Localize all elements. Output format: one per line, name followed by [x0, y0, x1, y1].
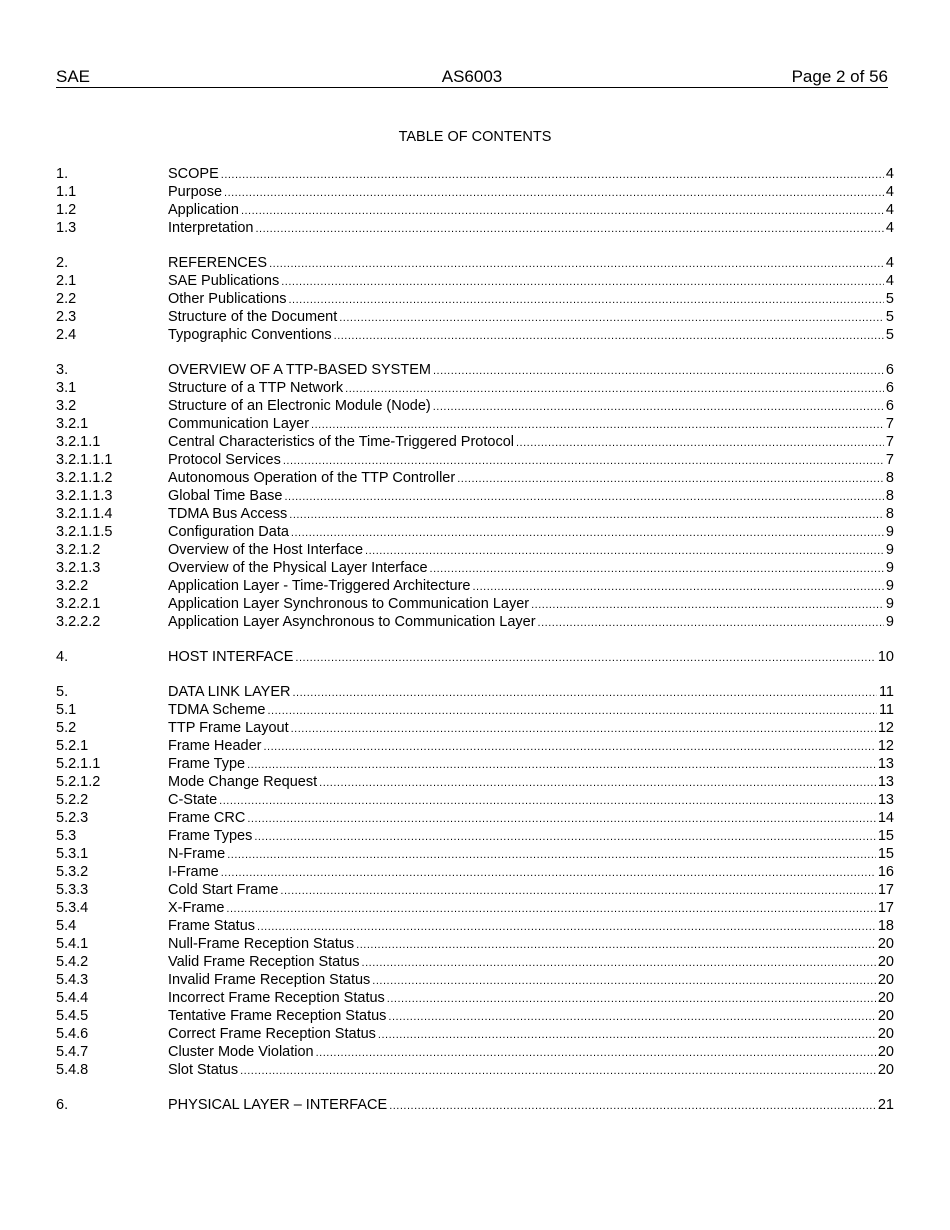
toc-entry-number: 5.2.1.2 — [56, 774, 101, 790]
dot-leader — [284, 488, 883, 506]
toc-entry-page: 13 — [877, 792, 894, 808]
toc-entry-number: 3.2.1.1.1 — [56, 452, 113, 468]
toc-entry-title: N-Frame — [168, 846, 226, 862]
toc-entry[interactable] — [56, 917, 894, 935]
toc-entry[interactable] — [56, 1043, 894, 1061]
toc-entry-title: Frame CRC — [168, 810, 246, 826]
dot-leader — [240, 1062, 876, 1080]
toc-entry-title: Autonomous Operation of the TTP Controller — [168, 470, 456, 486]
toc-entry-page: 14 — [877, 810, 894, 826]
toc-entry-page: 20 — [877, 954, 894, 970]
dot-leader — [283, 452, 884, 470]
toc-entry-number: 3. — [56, 362, 69, 378]
toc-entry[interactable] — [56, 505, 894, 523]
toc-entry-page: 5 — [885, 327, 894, 343]
dot-leader — [372, 972, 876, 990]
toc-entry-page: 6 — [885, 398, 894, 414]
toc-entry-number: 5.4.8 — [56, 1062, 89, 1078]
dot-leader — [433, 362, 884, 380]
toc-entry-page: 8 — [885, 488, 894, 504]
toc-entry[interactable] — [56, 773, 894, 791]
toc-entry-title: Communication Layer — [168, 416, 310, 432]
dot-leader — [291, 720, 876, 738]
toc-entry[interactable] — [56, 165, 894, 183]
toc-entry[interactable] — [56, 379, 894, 397]
dot-leader — [241, 202, 884, 220]
toc-entry[interactable] — [56, 272, 894, 290]
toc-entry-number: 3.2 — [56, 398, 77, 414]
toc-entry-number: 5.4.4 — [56, 990, 89, 1006]
toc-entry-page: 12 — [877, 720, 894, 736]
dot-leader — [224, 184, 884, 202]
dot-leader — [389, 1097, 876, 1115]
toc-entry[interactable] — [56, 541, 894, 559]
toc-entry-title: Application — [168, 202, 239, 218]
toc-entry[interactable] — [56, 523, 894, 541]
toc-entry-page: 20 — [877, 990, 894, 1006]
toc-entry-page: 20 — [877, 1062, 894, 1078]
dot-leader — [288, 291, 883, 309]
toc-entry-title: Interpretation — [168, 220, 254, 236]
toc-title: TABLE OF CONTENTS — [398, 129, 552, 145]
toc-entry-page: 20 — [877, 936, 894, 952]
toc-entry[interactable] — [56, 701, 894, 719]
toc-entry-page: 13 — [877, 756, 894, 772]
toc-entry[interactable] — [56, 613, 894, 631]
toc-entry-page: 9 — [885, 614, 894, 630]
dot-leader — [387, 990, 876, 1008]
toc-entry-page: 7 — [885, 452, 894, 468]
toc-entry-title: Typographic Conventions — [168, 327, 332, 343]
toc-entry-page: 11 — [878, 702, 894, 718]
toc-entry-number: 3.2.1.2 — [56, 542, 101, 558]
toc-entry-number: 5.3 — [56, 828, 77, 844]
toc-entry-title: Purpose — [168, 184, 223, 200]
toc-entry-title: Application Layer Synchronous to Communication Layer — [168, 596, 530, 612]
toc-entry-title: SCOPE — [168, 166, 219, 182]
toc-entry[interactable] — [56, 254, 894, 272]
toc-entry-page: 8 — [885, 470, 894, 486]
toc-entry-number: 2.3 — [56, 309, 77, 325]
toc-entry-number: 2.4 — [56, 327, 77, 343]
toc-entry-page: 20 — [877, 1008, 894, 1024]
toc-entry-title: Application Layer Asynchronous to Communication Layer — [168, 614, 536, 630]
toc-entry-title: Central Characteristics of the Time-Triggered Protocol — [168, 434, 514, 450]
toc-entry-title: Slot Status — [168, 1062, 239, 1078]
toc-entry-page: 4 — [885, 220, 894, 236]
dot-leader — [289, 506, 884, 524]
toc-entry-number: 5.4.5 — [56, 1008, 89, 1024]
toc-entry[interactable] — [56, 648, 894, 666]
toc-entry-page: 9 — [885, 524, 894, 540]
dot-leader — [247, 756, 876, 774]
toc-entry-page: 13 — [877, 774, 894, 790]
toc-entry-title: X-Frame — [168, 900, 225, 916]
toc-entry[interactable] — [56, 863, 894, 881]
toc-entry-number: 5. — [56, 684, 69, 700]
toc-entry-number: 2. — [56, 255, 69, 271]
header-page-number: Page 2 of 56 — [791, 67, 888, 86]
dot-leader — [516, 434, 884, 452]
toc-entry-page: 17 — [877, 900, 894, 916]
toc-entry[interactable] — [56, 881, 894, 899]
toc-entry-page: 20 — [877, 1044, 894, 1060]
toc-entry-number: 1.3 — [56, 220, 77, 236]
header-doc-number: AS6003 — [441, 67, 503, 86]
dot-leader — [531, 596, 884, 614]
toc-entry[interactable] — [56, 183, 894, 201]
toc-entry-number: 5.1 — [56, 702, 77, 718]
toc-entry[interactable] — [56, 361, 894, 379]
toc-entry-number: 5.4.3 — [56, 972, 89, 988]
toc-entry-number: 4. — [56, 649, 69, 665]
toc-entry-title: Frame Status — [168, 918, 256, 934]
toc-entry[interactable] — [56, 1061, 894, 1079]
toc-entry-page: 5 — [885, 309, 894, 325]
toc-entry[interactable] — [56, 559, 894, 577]
toc-entry-number: 2.2 — [56, 291, 77, 307]
dot-leader — [362, 954, 876, 972]
dot-leader — [472, 578, 883, 596]
toc-entry-page: 15 — [877, 828, 894, 844]
dot-leader — [219, 792, 876, 810]
dot-leader — [319, 774, 876, 792]
toc-entry[interactable] — [56, 290, 894, 308]
dot-leader — [257, 918, 876, 936]
toc-entry-number: 1.1 — [56, 184, 77, 200]
toc-entry[interactable] — [56, 719, 894, 737]
toc-entry-number: 3.2.2.1 — [56, 596, 101, 612]
toc-entry-title: HOST INTERFACE — [168, 649, 294, 665]
toc-entry-title: Configuration Data — [168, 524, 289, 540]
toc-entry-page: 9 — [885, 560, 894, 576]
toc-list — [56, 165, 894, 1114]
toc-entry-number: 1. — [56, 166, 69, 182]
toc-entry-number: 5.2 — [56, 720, 77, 736]
toc-entry-title: Structure of the Document — [168, 309, 338, 325]
toc-entry-title: Global Time Base — [168, 488, 283, 504]
toc-entry[interactable] — [56, 683, 894, 701]
toc-entry[interactable] — [56, 433, 894, 451]
toc-entry-page: 15 — [877, 846, 894, 862]
header-org: SAE — [56, 67, 91, 86]
toc-entry-number: 1.2 — [56, 202, 77, 218]
toc-entry[interactable] — [56, 755, 894, 773]
toc-entry-page: 11 — [878, 684, 894, 700]
toc-entry-title: SAE Publications — [168, 273, 280, 289]
dot-leader — [281, 273, 884, 291]
toc-entry-title: PHYSICAL LAYER – INTERFACE — [168, 1097, 388, 1113]
toc-entry-number: 6. — [56, 1097, 69, 1113]
toc-entry-title: TDMA Bus Access — [168, 506, 288, 522]
dot-leader — [378, 1026, 876, 1044]
toc-entry-number: 3.2.2 — [56, 578, 89, 594]
toc-entry-number: 5.3.2 — [56, 864, 89, 880]
toc-entry-number: 5.2.1 — [56, 738, 89, 754]
toc-entry[interactable] — [56, 737, 894, 755]
toc-entry-title: REFERENCES — [168, 255, 268, 271]
toc-entry-number: 5.4.7 — [56, 1044, 89, 1060]
toc-entry-page: 7 — [885, 434, 894, 450]
toc-entry-title: TTP Frame Layout — [168, 720, 289, 736]
dot-leader — [280, 882, 875, 900]
toc-entry-number: 3.2.1.3 — [56, 560, 101, 576]
toc-entry-page: 21 — [877, 1097, 894, 1113]
toc-entry-page: 20 — [877, 1026, 894, 1042]
toc-entry-page: 6 — [885, 380, 894, 396]
toc-entry-title: Application Layer - Time-Triggered Architecture — [168, 578, 471, 594]
toc-entry[interactable] — [56, 397, 894, 415]
toc-entry-page: 4 — [885, 255, 894, 271]
toc-entry-number: 5.3.1 — [56, 846, 89, 862]
toc-entry-page: 9 — [885, 542, 894, 558]
dot-leader — [295, 649, 875, 667]
toc-entry[interactable] — [56, 827, 894, 845]
toc-entry-title: I-Frame — [168, 864, 219, 880]
toc-entry-page: 5 — [885, 291, 894, 307]
toc-entry-number: 3.2.1.1.2 — [56, 470, 113, 486]
toc-entry-number: 3.2.1 — [56, 416, 89, 432]
toc-entry-title: Frame Types — [168, 828, 253, 844]
dot-leader — [269, 255, 884, 273]
toc-entry-page: 20 — [877, 972, 894, 988]
toc-entry-number: 3.2.1.1.4 — [56, 506, 113, 522]
toc-entry-title: Other Publications — [168, 291, 287, 307]
toc-entry-number: 3.2.2.2 — [56, 614, 101, 630]
toc-entry-number: 5.2.3 — [56, 810, 89, 826]
dot-leader — [388, 1008, 875, 1026]
toc-entry-title: Null-Frame Reception Status — [168, 936, 355, 952]
toc-entry-title: Valid Frame Reception Status — [168, 954, 360, 970]
toc-entry[interactable] — [56, 415, 894, 433]
toc-entry-title: Structure of an Electronic Module (Node) — [168, 398, 431, 414]
dot-leader — [356, 936, 876, 954]
toc-entry-title: C-State — [168, 792, 218, 808]
toc-entry-title: Cluster Mode Violation — [168, 1044, 314, 1060]
toc-entry[interactable] — [56, 469, 894, 487]
toc-entry-number: 2.1 — [56, 273, 77, 289]
toc-entry-page: 18 — [877, 918, 894, 934]
toc-entry[interactable] — [56, 1007, 894, 1025]
toc-entry-number: 5.4.2 — [56, 954, 89, 970]
toc-entry-page: 17 — [877, 882, 894, 898]
toc-entry[interactable] — [56, 201, 894, 219]
toc-entry-page: 4 — [885, 273, 894, 289]
toc-entry-title: Protocol Services — [168, 452, 281, 468]
toc-entry-number: 5.4 — [56, 918, 77, 934]
toc-entry[interactable] — [56, 487, 894, 505]
toc-entry[interactable] — [56, 308, 894, 326]
dot-leader — [316, 1044, 876, 1062]
toc-entry[interactable] — [56, 899, 894, 917]
dot-leader — [365, 542, 884, 560]
dot-leader — [311, 416, 884, 434]
toc-entry[interactable] — [56, 845, 894, 863]
toc-entry[interactable] — [56, 451, 894, 469]
dot-leader — [221, 166, 884, 184]
toc-entry[interactable] — [56, 935, 894, 953]
toc-entry[interactable] — [56, 809, 894, 827]
dot-leader — [457, 470, 884, 488]
dot-leader — [254, 828, 876, 846]
dot-leader — [538, 614, 884, 632]
toc-entry-page: 9 — [885, 596, 894, 612]
toc-entry-title: Correct Frame Reception Status — [168, 1026, 376, 1042]
toc-entry-page: 16 — [877, 864, 894, 880]
dot-leader — [334, 327, 884, 345]
dot-leader — [263, 738, 875, 756]
toc-entry-title: Overview of the Physical Layer Interface — [168, 560, 428, 576]
toc-entry-title: TDMA Scheme — [168, 702, 266, 718]
toc-entry[interactable] — [56, 953, 894, 971]
toc-entry[interactable] — [56, 1025, 894, 1043]
toc-entry-title: Tentative Frame Reception Status — [168, 1008, 387, 1024]
toc-entry-title: Invalid Frame Reception Status — [168, 972, 371, 988]
toc-entry-title: Frame Type — [168, 756, 246, 772]
toc-entry[interactable] — [56, 971, 894, 989]
toc-entry-title: DATA LINK LAYER — [168, 684, 291, 700]
toc-entry-page: 4 — [885, 202, 894, 218]
page-header — [56, 67, 888, 88]
toc-entry-number: 5.4.1 — [56, 936, 89, 952]
toc-entry-title: Frame Header — [168, 738, 262, 754]
toc-entry-page: 12 — [877, 738, 894, 754]
dot-leader — [227, 846, 876, 864]
toc-entry-title: Cold Start Frame — [168, 882, 279, 898]
dot-leader — [247, 810, 876, 828]
toc-entry-number: 5.2.1.1 — [56, 756, 101, 772]
toc-entry-number: 5.2.2 — [56, 792, 89, 808]
toc-entry-number: 5.3.3 — [56, 882, 89, 898]
toc-entry-title: Incorrect Frame Reception Status — [168, 990, 385, 1006]
dot-leader — [226, 900, 875, 918]
toc-entry-title: Overview of the Host Interface — [168, 542, 364, 558]
toc-entry-number: 3.2.1.1 — [56, 434, 101, 450]
dot-leader — [339, 309, 884, 327]
toc-entry-title: OVERVIEW OF A TTP-BASED SYSTEM — [168, 362, 431, 378]
toc-entry-page: 7 — [885, 416, 894, 432]
toc-entry[interactable] — [56, 1096, 894, 1114]
toc-entry[interactable] — [56, 791, 894, 809]
dot-leader — [291, 524, 884, 542]
dot-leader — [345, 380, 884, 398]
dot-leader — [221, 864, 876, 882]
toc-entry-page: 4 — [885, 166, 894, 182]
dot-leader — [293, 684, 877, 702]
toc-entry-page: 8 — [885, 506, 894, 522]
toc-entry-page: 6 — [885, 362, 894, 378]
toc-entry-title: Structure of a TTP Network — [168, 380, 344, 396]
toc-entry-number: 5.3.4 — [56, 900, 89, 916]
toc-entry[interactable] — [56, 595, 894, 613]
toc-entry[interactable] — [56, 326, 894, 344]
toc-entry-number: 3.2.1.1.5 — [56, 524, 113, 540]
toc-entry[interactable] — [56, 577, 894, 595]
toc-entry-number: 3.2.1.1.3 — [56, 488, 113, 504]
dot-leader — [433, 398, 884, 416]
toc-entry-page: 9 — [885, 578, 894, 594]
toc-entry-number: 3.1 — [56, 380, 77, 396]
dot-leader — [268, 702, 877, 720]
toc-entry-page: 10 — [877, 649, 894, 665]
dot-leader — [255, 220, 883, 238]
toc-entry-title: Mode Change Request — [168, 774, 318, 790]
toc-entry-number: 5.4.6 — [56, 1026, 89, 1042]
toc-entry-page: 4 — [885, 184, 894, 200]
toc-entry[interactable] — [56, 989, 894, 1007]
toc-entry[interactable] — [56, 219, 894, 237]
dot-leader — [430, 560, 884, 578]
